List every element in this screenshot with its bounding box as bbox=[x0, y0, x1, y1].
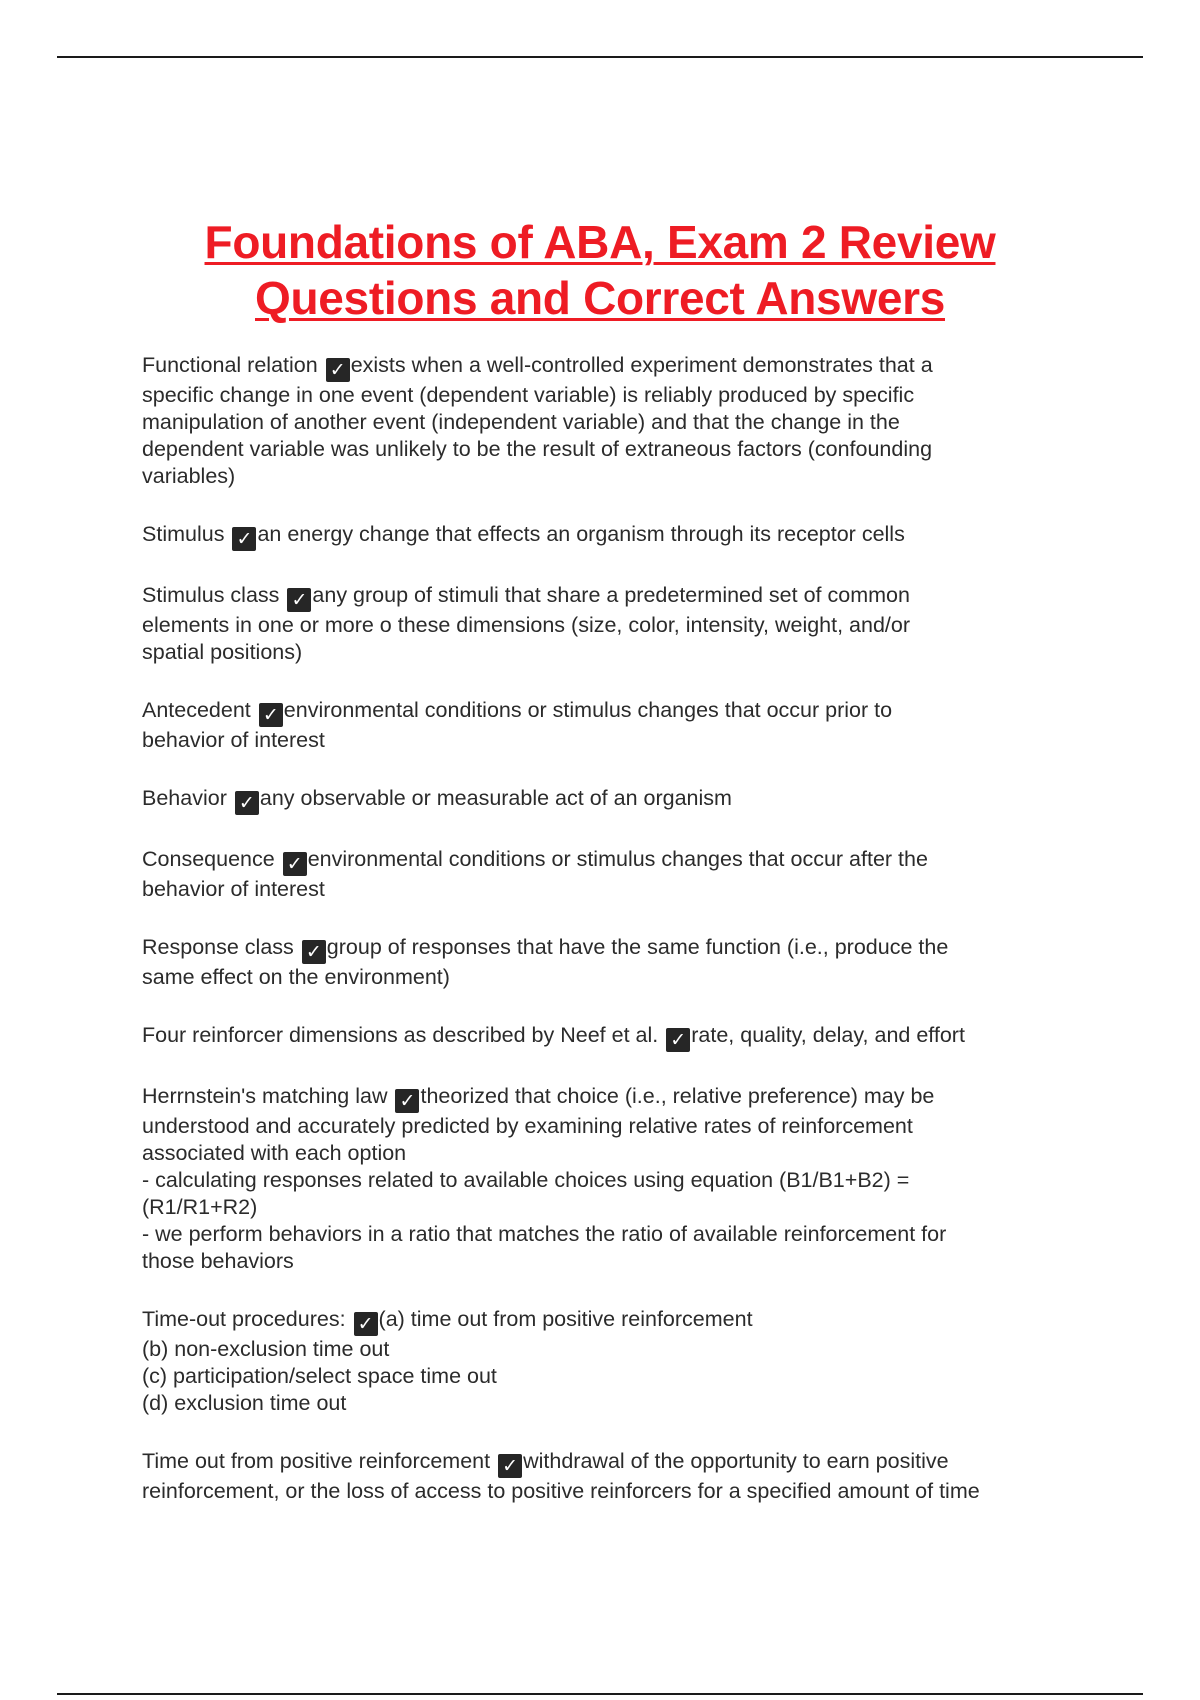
entry-first-line bbox=[142, 582, 1082, 612]
entry-term: Behavior bbox=[142, 786, 227, 810]
checkbox-checked-icon: ✓ bbox=[326, 358, 350, 382]
qa-entry bbox=[142, 1022, 1082, 1052]
checkbox-checked-icon: ✓ bbox=[232, 527, 256, 551]
entry-term: Stimulus bbox=[142, 522, 225, 546]
entry-first-line bbox=[142, 697, 1082, 727]
entry-answer-line: behavior of interest bbox=[142, 728, 325, 752]
entry-first-line bbox=[142, 352, 1082, 382]
checkbox-checked-icon: ✓ bbox=[287, 588, 311, 612]
entry-first-line bbox=[142, 934, 1082, 964]
entry-answer-line: associated with each option bbox=[142, 1141, 407, 1165]
entry-answer-line: exists when a well-controlled experiment demonstrates that a bbox=[350, 353, 933, 377]
qa-entry bbox=[142, 1448, 1082, 1505]
entry-answer-line: reinforcement, or the loss of access to positive reinforcers for a specified amount of time bbox=[142, 1479, 980, 1503]
entry-answer-line: - calculating responses related to available choices using equation (B1/B1+B2) = bbox=[142, 1168, 910, 1192]
qa-entry bbox=[142, 934, 1082, 991]
entry-answer-line: environmental conditions or stimulus changes that occur prior to bbox=[283, 698, 893, 722]
checkbox-checked-icon: ✓ bbox=[395, 1089, 419, 1113]
entry-answer-line: group of responses that have the same function (i.e., produce the bbox=[326, 935, 949, 959]
entry-term: Consequence bbox=[142, 847, 275, 871]
qa-entry bbox=[142, 352, 1082, 490]
entry-answer-line: - we perform behaviors in a ratio that matches the ratio of available reinforcement for bbox=[142, 1222, 947, 1246]
entry-answer-line: rate, quality, delay, and effort bbox=[691, 1023, 965, 1047]
entry-answer-line: same effect on the environment) bbox=[142, 965, 450, 989]
checkbox-checked-icon: ✓ bbox=[498, 1454, 522, 1478]
entry-answer-line: (c) participation/select space time out bbox=[142, 1364, 497, 1388]
entry-answer-line: (b) non-exclusion time out bbox=[142, 1337, 390, 1361]
entry-answer-line: (a) time out from positive reinforcement bbox=[378, 1307, 753, 1331]
entry-answer-line: dependent variable was unlikely to be the result of extraneous factors (confounding bbox=[142, 437, 933, 461]
title-line-1: Foundations of ABA, Exam 2 Review bbox=[204, 216, 996, 268]
entry-answer-line: understood and accurately predicted by examining relative rates of reinforcement bbox=[142, 1114, 913, 1138]
entry-answer-line: behavior of interest bbox=[142, 877, 325, 901]
qa-entry bbox=[142, 582, 1082, 666]
qa-entry bbox=[142, 697, 1082, 754]
checkbox-checked-icon: ✓ bbox=[259, 703, 283, 727]
entry-answer-line: (d) exclusion time out bbox=[142, 1391, 347, 1415]
entry-term: Functional relation bbox=[142, 353, 318, 377]
checkbox-checked-icon: ✓ bbox=[354, 1312, 378, 1336]
entry-term: Response class bbox=[142, 935, 294, 959]
entry-first-line bbox=[142, 1306, 1082, 1336]
qa-entry bbox=[142, 785, 1082, 815]
qa-entry bbox=[142, 846, 1082, 903]
entry-answer-line: an energy change that effects an organism through its receptor cells bbox=[257, 522, 905, 546]
checkbox-checked-icon: ✓ bbox=[235, 791, 259, 815]
entry-first-line bbox=[142, 521, 1082, 551]
entry-answer-line: environmental conditions or stimulus changes that occur after the bbox=[307, 847, 928, 871]
checkbox-checked-icon: ✓ bbox=[302, 940, 326, 964]
entry-answer-line: any group of stimuli that share a predetermined set of common bbox=[312, 583, 910, 607]
entry-answer-line: theorized that choice (i.e., relative preference) may be bbox=[420, 1084, 935, 1108]
title-line-2: Questions and Correct Answers bbox=[255, 272, 945, 324]
top-rule bbox=[57, 56, 1143, 58]
entry-answer-line: variables) bbox=[142, 464, 236, 488]
page-title bbox=[100, 214, 1100, 326]
entry-first-line bbox=[142, 846, 1082, 876]
entry-answer-line: withdrawal of the opportunity to earn positive bbox=[523, 1449, 949, 1473]
entry-term: Antecedent bbox=[142, 698, 251, 722]
entry-term: Four reinforcer dimensions as described by Neef et al. bbox=[142, 1023, 659, 1047]
entry-first-line bbox=[142, 1022, 1082, 1052]
qa-entry bbox=[142, 1083, 1082, 1275]
checkbox-checked-icon: ✓ bbox=[283, 852, 307, 876]
entry-term: Stimulus class bbox=[142, 583, 280, 607]
entry-answer-line: spatial positions) bbox=[142, 640, 303, 664]
entry-first-line bbox=[142, 785, 1082, 815]
entry-term: Time out from positive reinforcement bbox=[142, 1449, 491, 1473]
qa-entry bbox=[142, 1306, 1082, 1417]
checkbox-checked-icon: ✓ bbox=[666, 1028, 690, 1052]
entry-answer-line: (R1/R1+R2) bbox=[142, 1195, 258, 1219]
entry-first-line bbox=[142, 1448, 1082, 1478]
entry-answer-line: those behaviors bbox=[142, 1249, 294, 1273]
entry-term: Herrnstein's matching law bbox=[142, 1084, 388, 1108]
qa-entry bbox=[142, 521, 1082, 551]
entry-answer-line: manipulation of another event (independent variable) and that the change in the bbox=[142, 410, 900, 434]
entry-term: Time-out procedures: bbox=[142, 1307, 346, 1331]
entry-first-line bbox=[142, 1083, 1082, 1113]
bottom-rule bbox=[57, 1693, 1143, 1695]
qa-list bbox=[142, 352, 1082, 1536]
entry-answer-line: specific change in one event (dependent variable) is reliably produced by specific bbox=[142, 383, 915, 407]
entry-answer-line: any observable or measurable act of an organism bbox=[259, 786, 732, 810]
entry-answer-line: elements in one or more o these dimensions (size, color, intensity, weight, and/or bbox=[142, 613, 911, 637]
